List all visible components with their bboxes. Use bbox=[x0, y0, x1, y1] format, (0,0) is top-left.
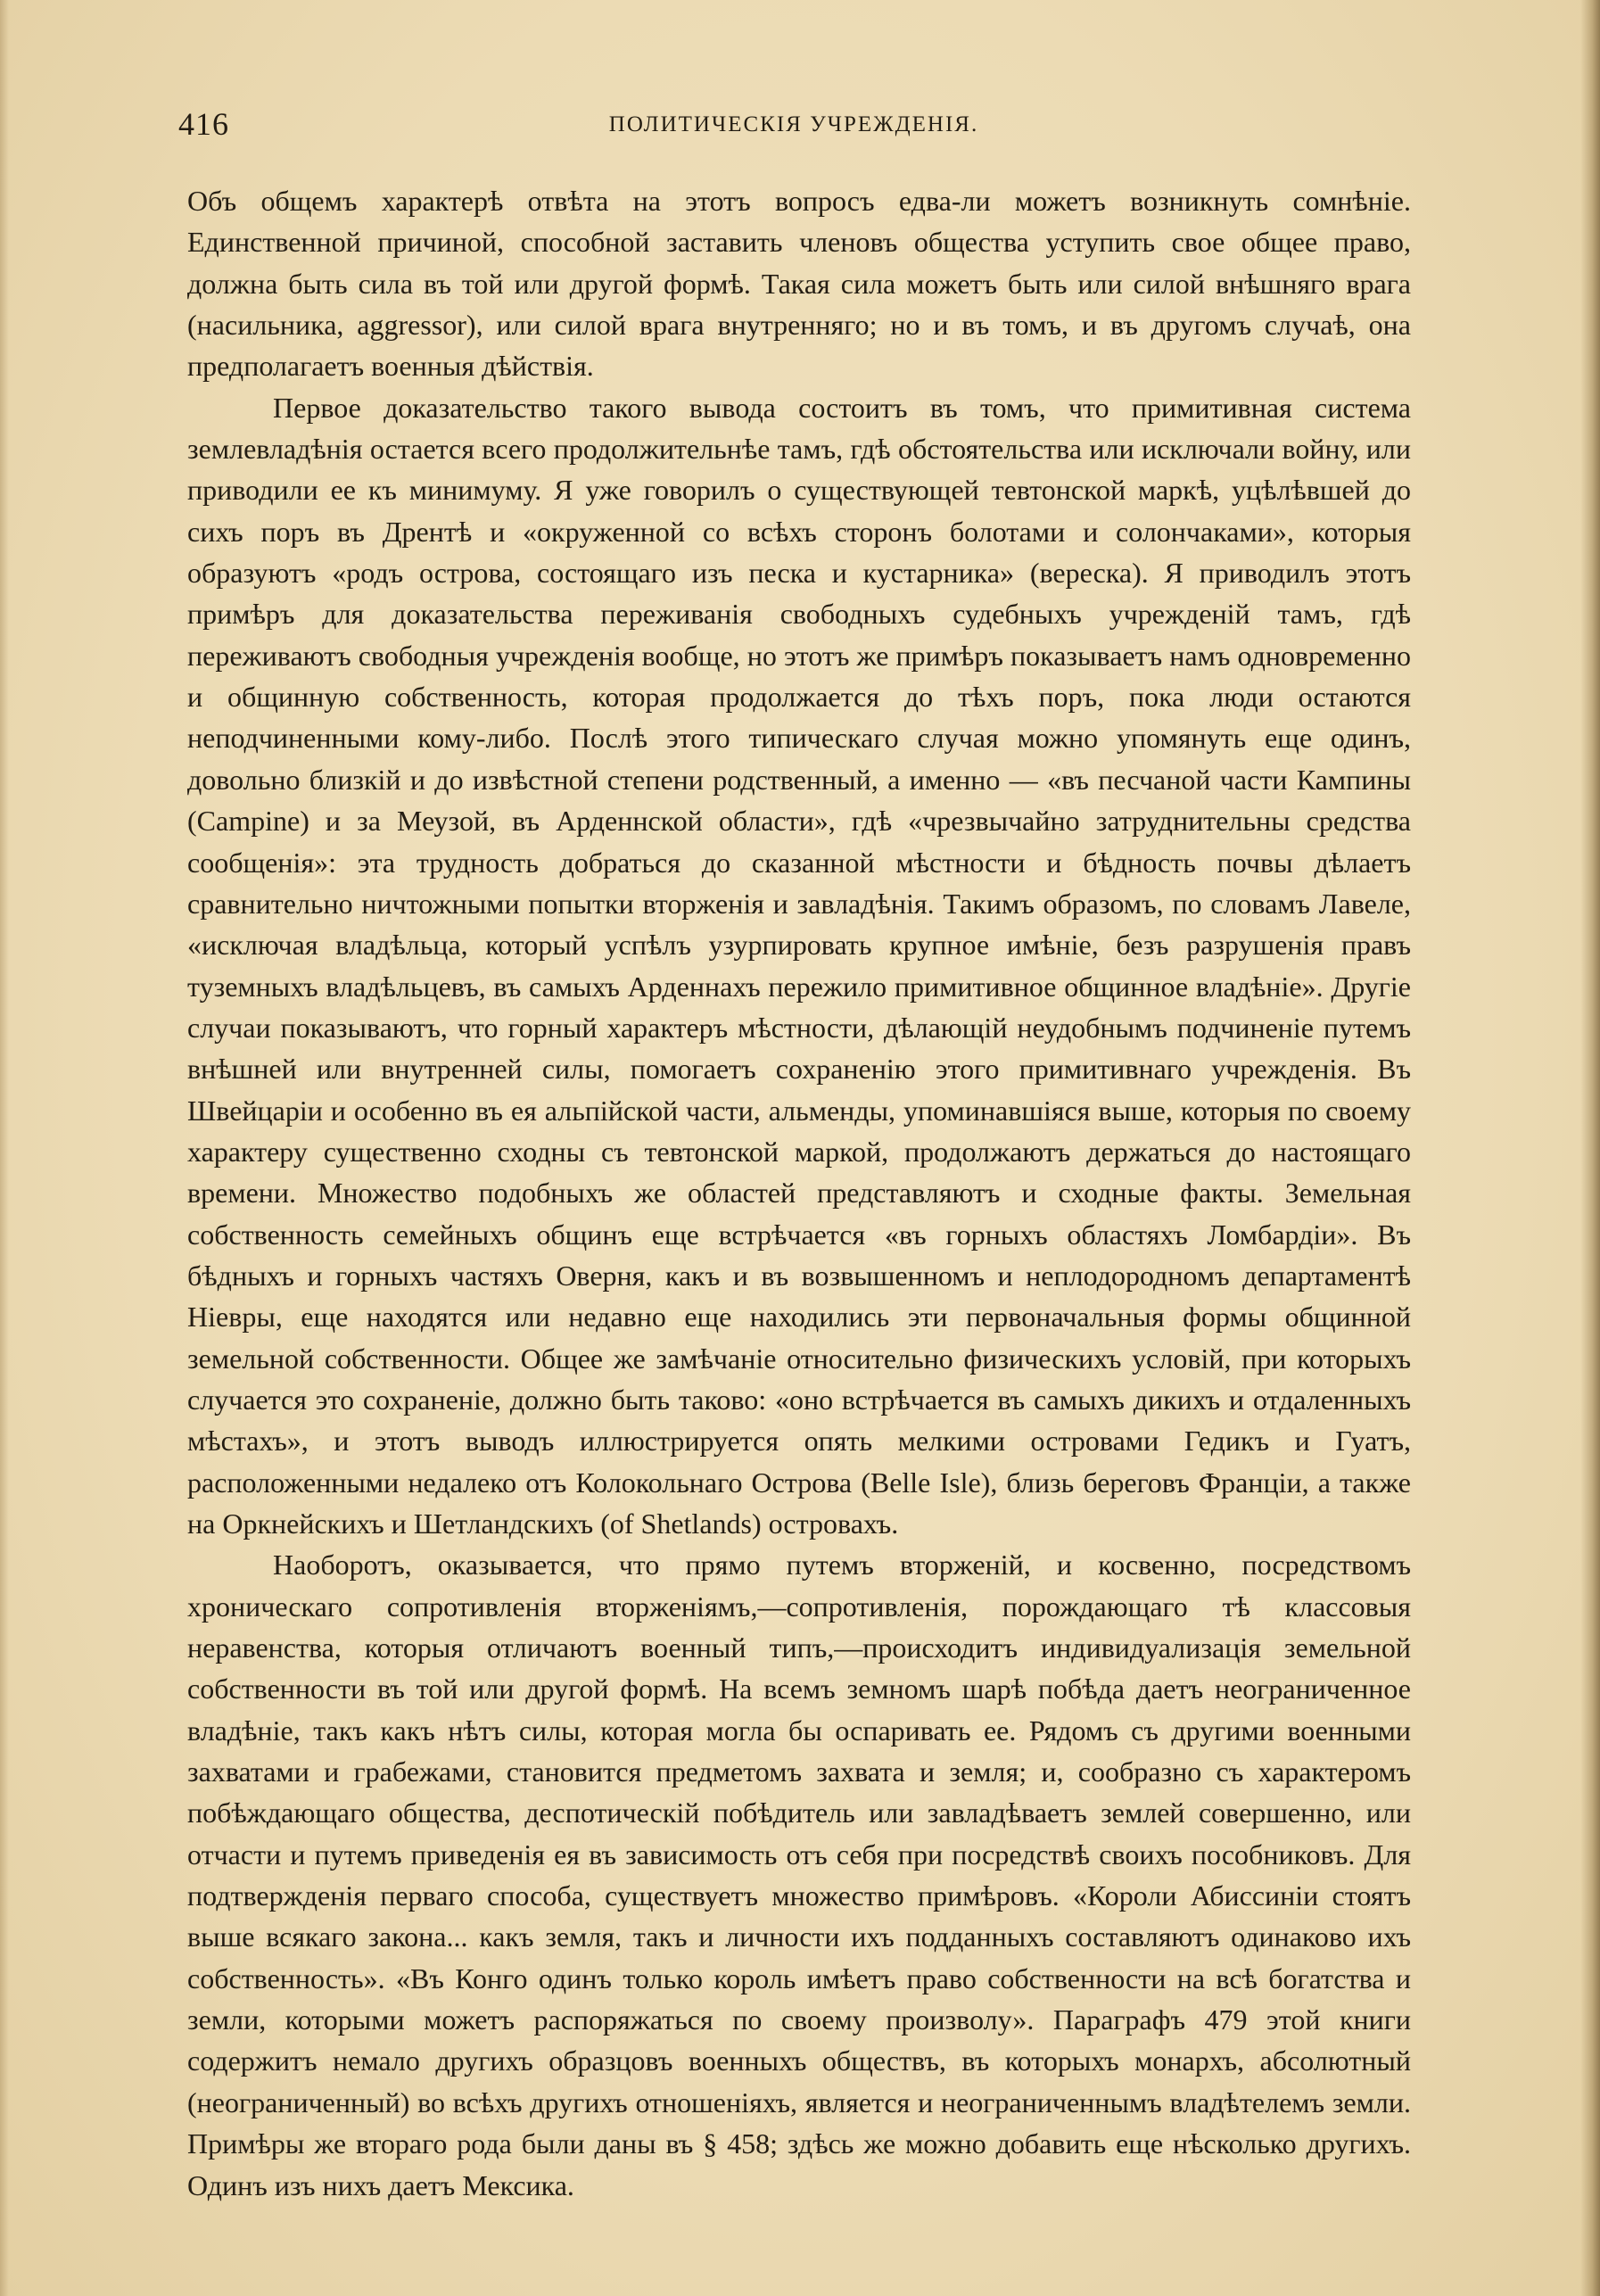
body-text bbox=[187, 180, 1411, 2206]
page-spine-shadow bbox=[1580, 0, 1600, 2296]
paragraph: Первое доказательство такого вывода состоитъ въ томъ, что примитивная система землевладѣнія остается всего продолжительнѣе тамъ, гдѣ обстоятельства или исключали войну, или приводили ее къ минимуму. Я уже говорилъ о существующей тевтонской маркѣ, уцѣлѣвшей до сихъ поръ въ Дрентѣ и «окруженной со всѣхъ сторонъ болотами и солончаками», которыя образуютъ «родъ острова, состоящаго изъ песка и кустарника» (вереска). Я приводилъ этотъ примѣръ для доказательства переживанія свободныхъ судебныхъ учрежденій тамъ, гдѣ переживаютъ свободныя учрежденія вообще, но этотъ же примѣръ показываетъ намъ одновременно и общинную собственность, которая продолжается до тѣхъ поръ, пока люди остаются неподчиненными кому-либо. Послѣ этого типическаго случая можно упомянуть еще одинъ, довольно близкій и до извѣстной степени родственный, а именно — «въ песчаной части Кампины (Campine) и за Меузой, въ Арденнской области», гдѣ «чрезвычайно затруднительны средства сообщенія»: эта трудность добраться до сказанной мѣстности и бѣдность почвы дѣлаетъ сравнительно ничтожными попытки вторженія и завладѣнія. Такимъ образомъ, по словамъ Лавеле, «исключая владѣльца, который успѣлъ узурпировать крупное имѣніе, безъ разрушенія правъ туземныхъ владѣльцевъ, въ самыхъ Арденнахъ пережило примитивное общинное владѣніе». Другіе случаи показываютъ, что горный характеръ мѣстности, дѣлающій неудобнымъ подчиненіе путемъ внѣшней или внутренней силы, помогаетъ сохраненію этого примитивнаго учрежденія. Въ Швейцаріи и особенно въ ея альпійской части, альменды, упоминавшіяся выше, которыя по своему характеру существенно сходны съ тевтонской маркой, продолжаютъ держаться до настоящаго времени. Множество подобныхъ же областей представляютъ и сходные факты. Земельная собственность семейныхъ общинъ еще встрѣчается «въ горныхъ областяхъ Ломбардіи». Въ бѣдныхъ и горныхъ частяхъ Оверня, какъ и въ возвышенномъ и неплодородномъ департаментѣ Ніевры, еще находятся или недавно еще находились эти первоначальныя формы общинной земельной собственности. Общее же замѣчаніе относительно физическихъ условій, при которыхъ случается это сохраненіе, должно быть таково: «оно встрѣчается въ самыхъ дикихъ и отдаленныхъ мѣстахъ», и этотъ выводъ иллюстрируется опять мелкими островами Гедикъ и Гуатъ, расположенными недалеко отъ Колокольнаго Острова (Belle Isle), близь береговъ Франціи, а также на Оркнейскихъ и Шетландскихъ (of Shetlands) островахъ. bbox=[187, 391, 1411, 1540]
paragraph: Объ общемъ характерѣ отвѣта на этотъ вопросъ едва-ли можетъ возникнуть сомнѣніе. Единственной причиной, способной заставить членовъ общества уступить свое общее право, должна быть сила въ той или другой формѣ. Такая сила можетъ быть или силой внѣшняго врага (насильника, aggressor), или силой врага внутренняго; но и въ томъ, и въ другомъ случаѣ, она предполагаетъ военныя дѣйствія. bbox=[187, 185, 1411, 383]
page-number: 416 bbox=[178, 106, 229, 142]
page-header bbox=[178, 105, 1409, 150]
paragraph: Наоборотъ, оказывается, что прямо путемъ вторженій, и косвенно, посредствомъ хроническаго сопротивленія вторженіямъ,—сопротивленія, порождающаго тѣ классовыя неравенства, которыя отличаютъ военный типъ,—происходитъ индивидуализація земельной собственности въ той или другой формѣ. На всемъ земномъ шарѣ побѣда даетъ неограниченное владѣніе, такъ какъ нѣтъ силы, которая могла бы оспаривать ее. Рядомъ съ другими военными захватами и грабежами, становится предметомъ захвата и земля; и, сообразно съ характеромъ побѣждающаго общества, деспотическій побѣдитель или завладѣваетъ землей совершенно, или отчасти и путемъ приведенія ея въ зависимость отъ себя при посредствѣ своихъ пособниковъ. Для подтвержденія перваго способа, существуетъ множество примѣровъ. «Короли Абиссиніи стоятъ выше всякаго закона... какъ земля, такъ и личности ихъ подданныхъ составляютъ одинаково ихъ собственность». «Въ Конго одинъ только король имѣетъ право собственности на всѣ богатства и земли, которыми можетъ распоряжаться по своему произволу». Параграфъ 479 этой книги содержитъ немало другихъ образцовъ военныхъ обществъ, въ которыхъ монархъ, абсолютный (неограниченный) во всѣхъ другихъ отношеніяхъ, является и неограниченнымъ владѣтелемъ земли. Примѣры же втораго рода были даны въ § 458; здѣсь же можно добавить еще нѣсколько другихъ. Одинъ изъ нихъ даетъ Мексика. bbox=[187, 1549, 1411, 2201]
running-title: ПОЛИТИЧЕСКІЯ УЧРЕЖДЕНІЯ. bbox=[608, 112, 979, 136]
page-left-edge bbox=[0, 0, 9, 2296]
